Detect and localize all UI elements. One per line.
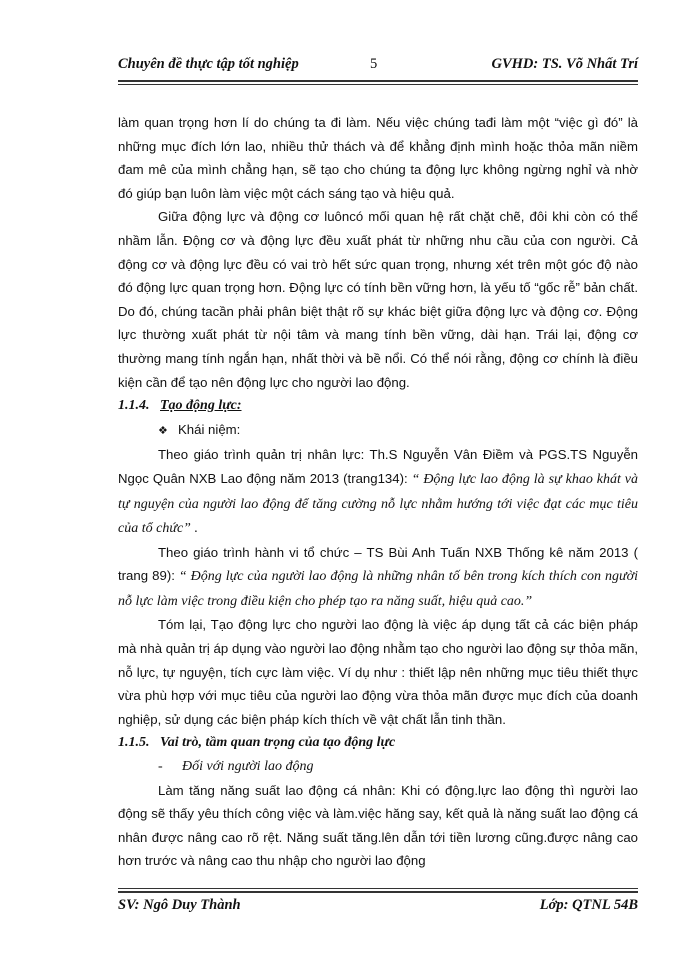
page-header bbox=[118, 56, 638, 80]
dash-label: Đối với người lao động bbox=[182, 759, 314, 775]
header-title: Chuyên đề thực tập tốt nghiệp bbox=[118, 56, 299, 72]
page-body bbox=[118, 111, 638, 873]
paragraph-3 bbox=[118, 443, 638, 540]
section-heading-1-1-4 bbox=[118, 394, 638, 418]
citation-source: Theo giáo trình hành vi tổ chức – TS Bùi Anh Tuấn NXB Thống kê năm 2013 ( trang 89): bbox=[118, 544, 638, 584]
header-rule-thin bbox=[118, 84, 638, 86]
paragraph-1: làm quan trọng hơn lí do chúng ta đi làm. Nếu việc chúng tađi làm một “việc gì đó” là những mục đích lớn lao, nhiều thử thách và để khẳng định mình hoặc thỏa mãn niềm đam mê của mình chẳng hạn, sẽ tạo cho chúng ta động lực không ngừng nghỉ và nhờ đó giúp bạn luôn làm việc một cách sáng tạo và hiệu quả. bbox=[118, 115, 638, 201]
section-title: Vai trò, tầm quan trọng của tạo động lực bbox=[160, 735, 396, 751]
paragraph-6: Làm tăng năng suất lao động cá nhân: Khi có động.lực lao động thì người lao động sẽ thấy yêu thích công việc và làm.việc hăng say, kết quả là năng suất lao động cá nhân được nâng cao rõ rệt. Năng suất tăng.lên dẫn tới tiền lương cũng.được nâng cao hơn trước và nâng cao thu nhập cho người lao động bbox=[118, 782, 638, 869]
definition-quote: “ Động lực lao động là sự khao khát và tự nguyện của người lao động để tăng cường nỗ lực nhằm hướng tới việc đạt các mục tiêu của tổ chức” . bbox=[118, 471, 639, 537]
paragraph-5: Tóm lại, Tạo động lực cho người lao động là việc áp dụng tất cả các biện pháp mà nhà quản trị áp dụng vào người lao động nhằm tạo cho người lao động sự thỏa mãn, nỗ lực, tự nguyện, tích cực làm việc. Ví dụ như : thiết lập nên những mục tiêu thiết thực vừa phù hợp với mục tiêu của người lao động vừa thỏa mãn được mục đích của doanh nghiệp, sử dụng các biện pháp kích thích về vật chất lẫn tinh thần. bbox=[118, 617, 638, 727]
section-number: 1.1.5. bbox=[118, 735, 150, 751]
header-rule bbox=[118, 80, 638, 82]
bullet-item bbox=[118, 418, 638, 444]
dash-item bbox=[118, 755, 638, 779]
diamond-bullet-icon: ❖ bbox=[158, 424, 168, 437]
footer-class: Lớp: QTNL 54B bbox=[539, 897, 638, 913]
definition-quote: “ Động lực của người lao động là những nhân tố bên trong kích thích con người nỗ lực làm việc trong điều kiện cho phép tạo ra năng suất, hiệu quả cao.” bbox=[118, 569, 638, 609]
section-title: Tạo động lực: bbox=[160, 398, 242, 414]
paragraph-2: Giữa động lực và động cơ luôncó mối quan hệ rất chặt chẽ, đôi khi còn có thể nhầm lẫn. Động cơ và động lực đều xuất phát từ những nhu cầu của con người. Cả động cơ và động lực đều có vai trò hết sức quan trọng, nhưng xét trên một góc độ nào đó động lực quan trọng hơn. Động lực có tính bền vững hơn, là yếu tố “gốc rễ” bản chất. Do đó, chúng tacần phải phân biệt thật rõ sự khác biệt giữa động lực và động cơ. Động lực thường xuất phát từ nội tâm và mang tính bền vững, dài hạn. Trái lại, động cơ thường mang tính ngắn hạn, nhất thời và bề nổi. Có thể nói rằng, động cơ chính là điều kiện cần để tạo nên động lực cho người lao động. bbox=[118, 209, 638, 390]
footer-rule-thin bbox=[118, 888, 638, 890]
footer-student: SV: Ngô Duy Thành bbox=[118, 897, 241, 913]
header-supervisor: GVHD: TS. Võ Nhất Trí bbox=[491, 56, 638, 72]
section-heading-1-1-5 bbox=[118, 731, 638, 755]
section-number: 1.1.4. bbox=[118, 398, 150, 414]
page-number: 5 bbox=[370, 56, 378, 72]
citation-source: Theo giáo trình quản trị nhân lực: Th.S Nguyễn Vân Điềm và PGS.TS Nguyễn Ngọc Quân NXB Lao động năm 2013 (trang134): bbox=[118, 447, 638, 486]
paragraph-4 bbox=[118, 541, 638, 614]
bullet-label: Khái niệm: bbox=[178, 421, 241, 437]
footer-rule bbox=[118, 891, 638, 893]
dash-bullet: - bbox=[158, 759, 163, 775]
